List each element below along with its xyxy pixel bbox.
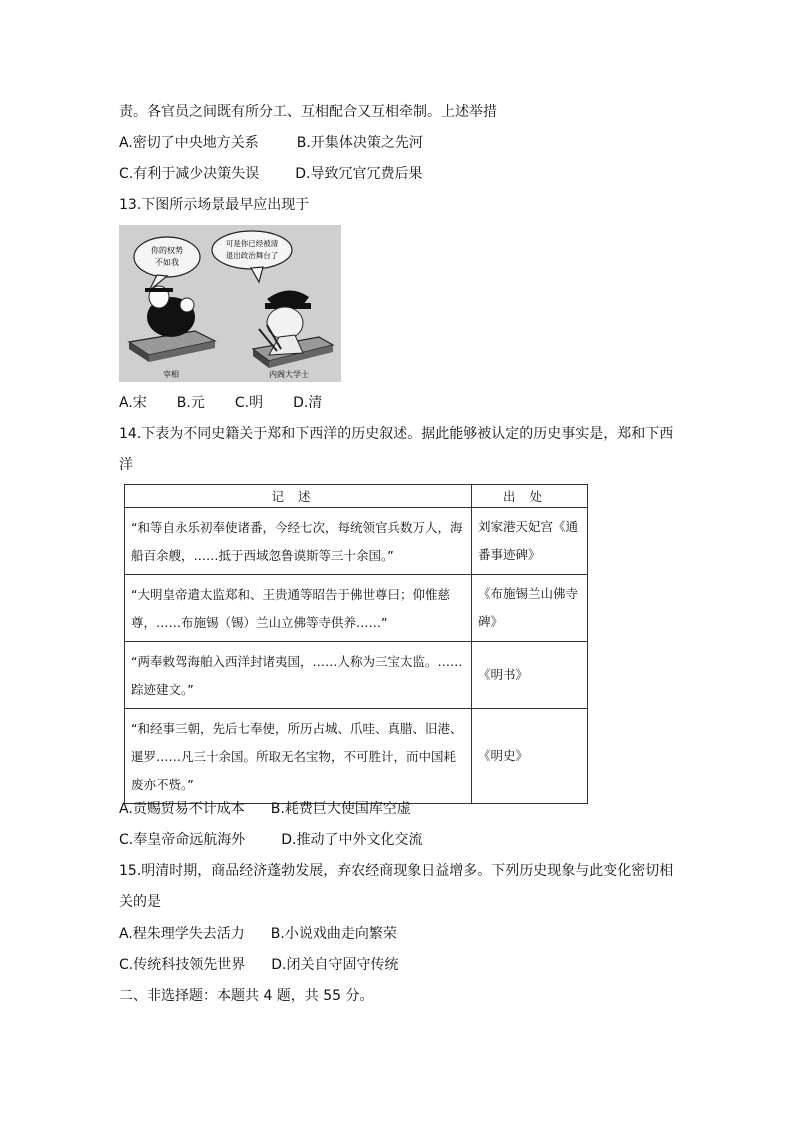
table-cell-source: 刘家港天妃宫《通番事迹碑》: [472, 508, 588, 575]
question-15-options-row-2: [119, 955, 398, 975]
question-14-stem-line-2: 洋: [119, 457, 133, 473]
table-cell-source: 《布施锡兰山佛寺碑》: [472, 575, 588, 642]
question-15-stem-line-2: 关的是: [119, 894, 161, 910]
cartoon-illustration: [119, 225, 341, 382]
q14-option-b[interactable]: B.耗费巨大使国库空虚: [270, 801, 411, 817]
q12-option-d[interactable]: D.导致冗官冗费后果: [295, 166, 423, 182]
cartoon-label-grand-secretary: 内阁大学士: [269, 370, 309, 379]
q15-option-b[interactable]: B.小说戏曲走向繁荣: [270, 926, 397, 942]
table-cell-record: “两奉敕驾海舶入西洋封诸夷国，……人称为三宝太监。……踪迹建文。”: [125, 642, 472, 709]
q13-option-d[interactable]: D.清: [293, 395, 323, 411]
table-cell-record: “和经事三朝，先后七奉使，所历占城、爪哇、真腊、旧港、暹罗……凡三十余国。所取无名宝物，不可胜计，而中国耗废亦不赀。”: [125, 709, 472, 804]
q15-option-d[interactable]: D.闭关自守固守传统: [271, 957, 399, 973]
zheng-he-records-table: [124, 484, 588, 804]
question-13-stem: 13.下图所示场景最早应出现于: [119, 197, 310, 213]
q12-option-b[interactable]: B.开集体决策之先河: [296, 135, 423, 151]
question-15-options-row-1: [119, 924, 397, 944]
q12-option-c[interactable]: C.有利于减少决策失误: [119, 166, 260, 182]
question-12-options-row-1: [119, 133, 423, 153]
q14-option-d[interactable]: D.推动了中外文化交流: [281, 832, 423, 848]
q13-option-a[interactable]: A.宋: [119, 395, 147, 411]
table-header-row: [125, 485, 588, 508]
cartoon-image: [119, 225, 341, 382]
table-cell-source: 《明史》: [472, 709, 588, 804]
table-cell-record: “和等自永乐初奉使诸番，今经七次，每统领官兵数万人，海船百余艘，……抵于西域忽鲁谟斯等三十余国。”: [125, 508, 472, 575]
cartoon-label-prime-minister: 宰相: [163, 370, 179, 379]
question-14-options-row-1: [119, 799, 411, 819]
question-15-stem-line-1: 15.明清时期，商品经济蓬勃发展，弃农经商现象日益增多。下列历史现象与此变化密切相: [119, 863, 674, 879]
bubble-left-line-2: 不如我: [155, 258, 179, 267]
table-header-record: 记述: [125, 485, 472, 508]
table-cell-record: “大明皇帝遣太监郑和、王贵通等昭告于佛世尊曰；仰惟慈尊，……布施锡（锡）兰山立佛等寺供养……”: [125, 575, 472, 642]
q15-option-c[interactable]: C.传统科技领先世界: [119, 957, 246, 973]
question-12-options-row-2: [119, 164, 422, 184]
question-14-options-row-2: [119, 830, 422, 850]
table-header-source: 出处: [472, 485, 588, 508]
bubble-left-line-1: 你的权势: [151, 246, 183, 255]
question-12-stem-tail: 责。各官员之间既有所分工、互相配合又互相牵制。上述举措: [119, 104, 497, 120]
q14-option-c[interactable]: C.奉皇帝命远航海外: [119, 832, 246, 848]
bubble-right-line-2: 退出政治舞台了: [225, 251, 279, 260]
q13-option-c[interactable]: C.明: [234, 395, 264, 411]
table-row: [125, 508, 588, 575]
table-row: [125, 642, 588, 709]
bubble-right-line-1: 可是你已经被清: [225, 239, 279, 248]
q13-option-b[interactable]: B.元: [176, 395, 205, 411]
question-14-stem-line-1: 14.下表为不同史籍关于郑和下西洋的历史叙述。据此能够被认定的历史事实是，郑和下西: [119, 426, 674, 442]
q14-option-a[interactable]: A.贡赐贸易不计成本: [119, 801, 245, 817]
table-row: [125, 575, 588, 642]
q12-option-a[interactable]: A.密切了中央地方关系: [119, 135, 259, 151]
q15-option-a[interactable]: A.程朱理学失去活力: [119, 926, 245, 942]
question-13-options: [119, 393, 322, 413]
table-row: [125, 709, 588, 804]
section-2-heading: 二、非选择题：本题共 4 题，共 55 分。: [119, 988, 374, 1004]
table-cell-source: 《明书》: [472, 642, 588, 709]
